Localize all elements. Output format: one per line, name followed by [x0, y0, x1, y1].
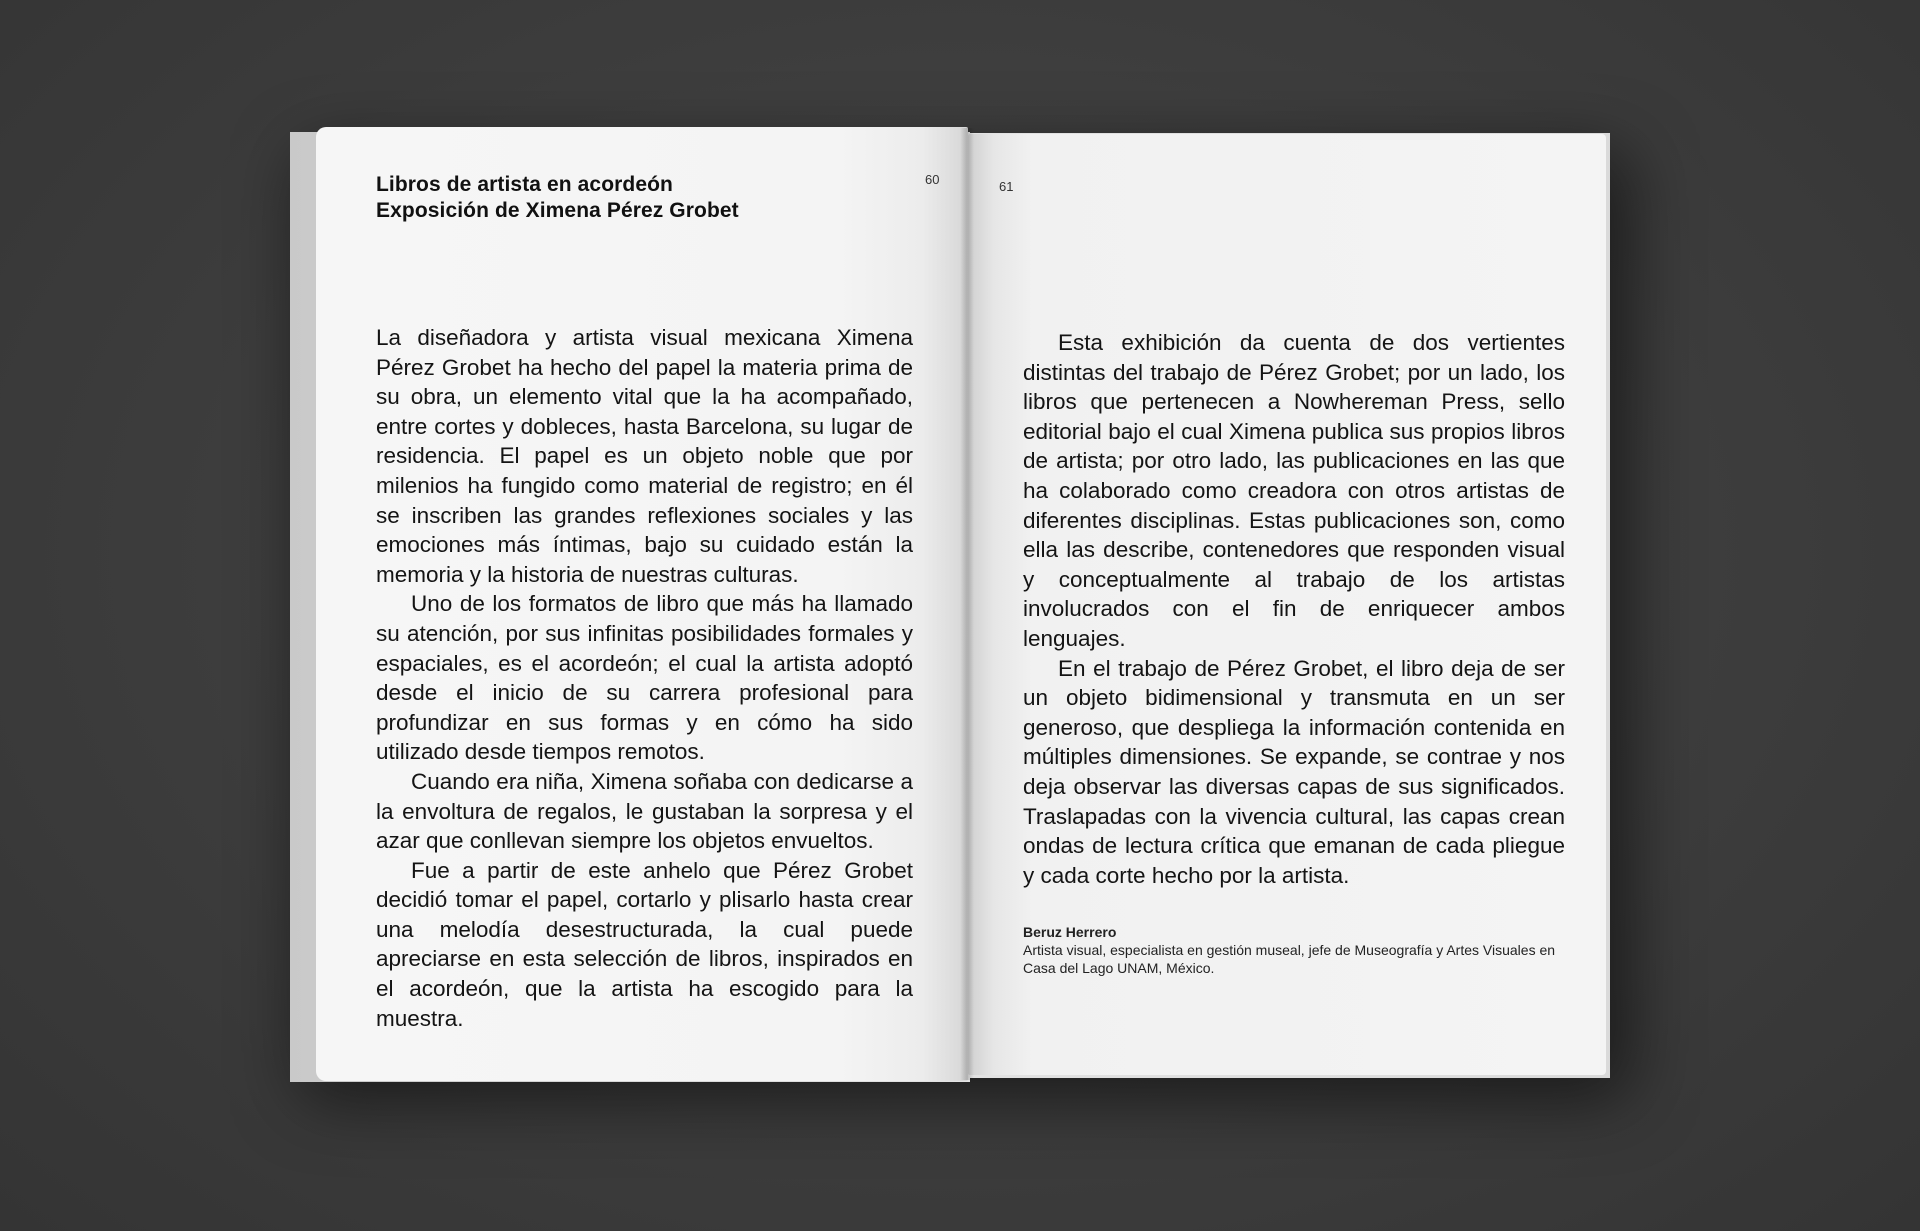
paragraph: Fue a partir de este anhelo que Pérez Grobet decidió tomar el papel, cortarlo y plisarlo hasta crear una melodía desestructurada, la cual puede apreciarse en esta selección de libros, inspirados en el acordeón, que la artista ha escogido para la muestra.	[376, 857, 913, 1031]
title-line-2: Exposición de Ximena Pérez Grobet	[376, 199, 739, 222]
left-page	[316, 127, 968, 1081]
paragraph: Esta exhibición da cuenta de dos vertientes distintas del trabajo de Pérez Grobet; por un lado, los libros que pertenecen a Nowhereman Press, sello editorial bajo el cual Ximena publica sus propios libros de artista; por otro lado, las publicaciones en las que ha colaborado como creadora con otros artistas de diferentes disciplinas. Estas publicaciones son, como ella las describe, contenedores que responden visual y conceptualmente al trabajo de los artistas involucrados con el fin de enriquecer ambos lenguajes.	[1023, 330, 1565, 651]
right-body-text	[1023, 328, 1565, 890]
title-line-1: Libros de artista en acordeón	[376, 173, 673, 196]
paragraph: La diseñadora y artista visual mexicana Ximena Pérez Grobet ha hecho del papel la materia prima de su obra, un elemento vital que la ha acompañado, entre cortes y dobleces, hasta Barcelona, su lugar de residencia. El papel es un objeto noble que por milenios ha fungido como material de registro; en él se inscriben las grandes reflexiones sociales y las emociones más íntimas, bajo su cuidado están la memoria y la historia de nuestras culturas.	[376, 325, 913, 587]
paragraph: En el trabajo de Pérez Grobet, el libro deja de ser un objeto bidimensional y transmuta en un ser generoso, que despliega la información contenida en múltiples dimensiones. Se expande, se contrae y nos deja observar las diversas capas de sus significados. Traslapadas con la vivencia cultural, las capas crean ondas de lectura crítica que emanan de cada pliegue y cada corte hecho por la artista.	[1023, 655, 1565, 888]
paragraph: Uno de los formatos de libro que más ha llamado su atención, por sus infinitas posibilidades formales y espaciales, es el acordeón; el cual la artista adoptó desde el inicio de su carrera profesional para profundizar en sus formas y en cómo ha sido utilizado desde tiempos remotos.	[376, 591, 913, 765]
page-number-right: 61	[999, 179, 1014, 194]
author-role: Artista visual, especialista en gestión museal, jefe de Museografía y Artes Visuales en Casa del Lago UNAM, México.	[1023, 942, 1556, 976]
left-body-text	[376, 323, 913, 1033]
paragraph: Cuando era niña, Ximena soñaba con dedicarse a la envoltura de regalos, le gustaban la sorpresa y el azar que conllevan siempre los objetos envueltos.	[376, 768, 913, 854]
author-name: Beruz Herrero	[1023, 924, 1117, 940]
page-number-left: 60	[925, 172, 940, 187]
book-gutter	[960, 128, 974, 1080]
page-title	[376, 172, 739, 224]
right-page	[968, 134, 1606, 1075]
author-credit	[1023, 923, 1563, 977]
